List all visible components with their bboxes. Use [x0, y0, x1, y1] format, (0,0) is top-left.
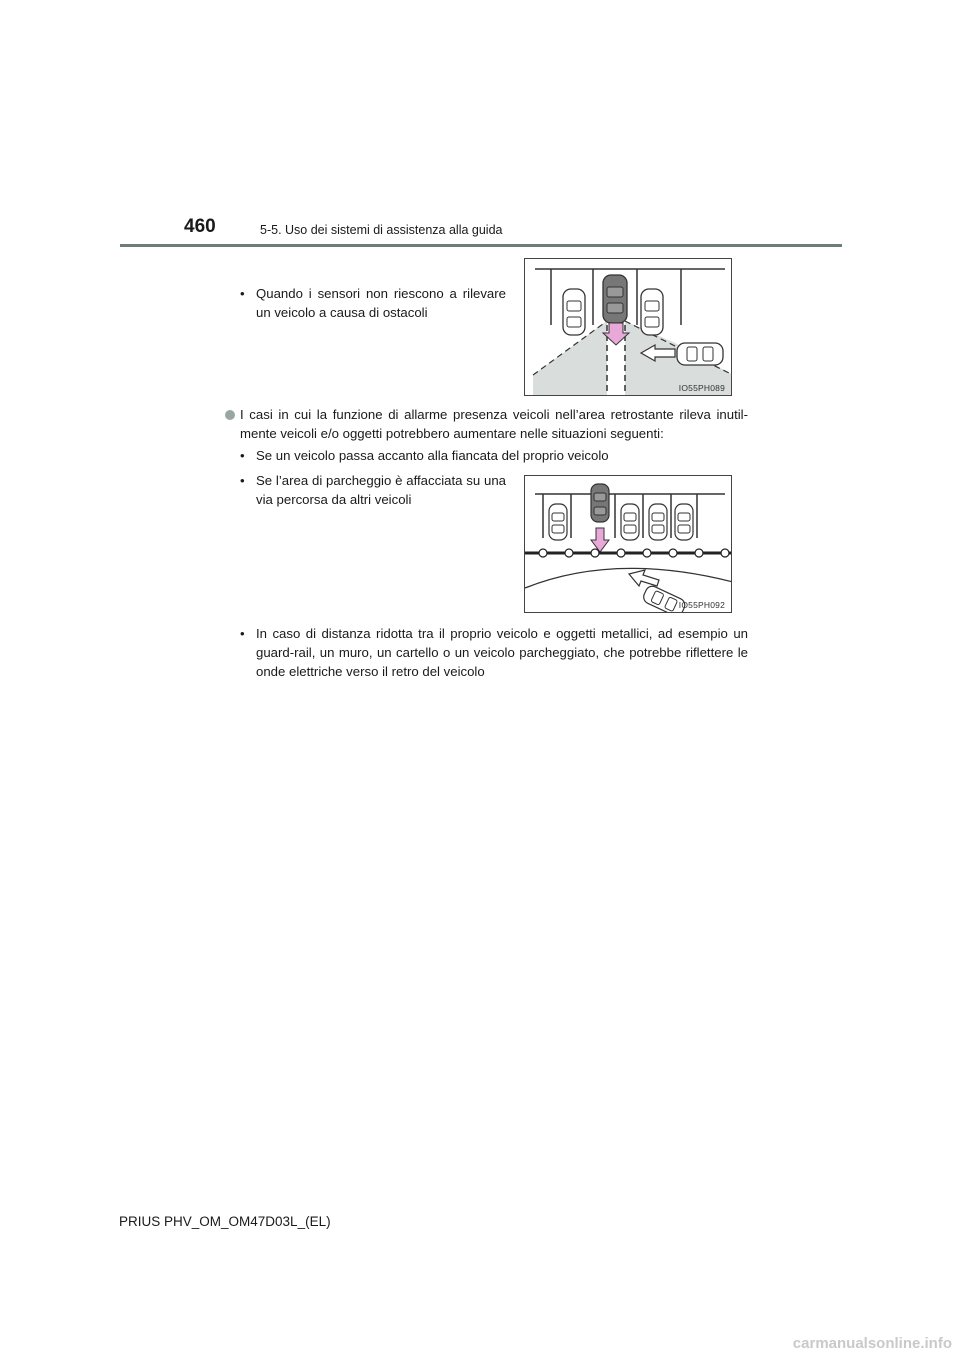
parked-car — [621, 504, 639, 540]
bullet-text: In caso di distanza ridotta tra il proprio veicolo e oggetti metallici, ad esempio un guard-rail, un muro, un cartello o un veicolo parcheggiato, che potrebbe riflettere le onde elettriche verso il retro del veicolo — [256, 626, 748, 679]
bullet-item-obstacles — [240, 284, 506, 322]
main-point: I casi in cui la funzione di allarme presenza veicoli nell’area retrostante rileva inutil-mente veicoli e/o oggetti potrebbero aumentare nelle situazioni seguenti: — [240, 407, 748, 441]
reverse-arrow — [591, 528, 609, 552]
bullet-marker: • — [240, 448, 245, 463]
bullet-marker: • — [240, 473, 245, 488]
own-vehicle — [591, 484, 609, 522]
illustration-obstacles — [525, 259, 732, 396]
header-rule — [120, 244, 842, 247]
illustration-parking-lot — [525, 476, 732, 613]
figure-parking-lot — [524, 475, 732, 613]
document-code: PRIUS PHV_OM_OM47D03L_(EL) — [119, 1214, 331, 1229]
bullet-marker: • — [240, 286, 245, 301]
watermark: carmanualsonline.info — [792, 1335, 952, 1352]
parked-car — [549, 504, 567, 540]
figure-code: IO55PH089 — [678, 383, 725, 393]
section-title: 5-5. Uso dei sistemi di assistenza alla guida — [260, 223, 503, 237]
point-bullet-icon — [225, 410, 235, 420]
bullet-marker: • — [240, 626, 245, 641]
bullet-text: Se l’area di parcheggio è affacciata su una via percorsa da altri veicoli — [256, 473, 506, 507]
approach-arrow — [629, 570, 659, 586]
parked-car — [649, 504, 667, 540]
page-number: 460 — [184, 216, 216, 237]
bullet-item-metal — [240, 624, 748, 681]
bullet-text: Quando i sensori non riescono a rilevare un veicolo a causa di ostacoli — [256, 286, 506, 320]
parked-car-right — [641, 289, 663, 335]
figure-obstacles — [524, 258, 732, 396]
approaching-vehicle — [677, 343, 723, 365]
bullet-text: Se un veicolo passa accanto alla fiancata del proprio veicolo — [256, 448, 609, 463]
bullet-item-side — [240, 446, 748, 465]
bullet-item-parking — [240, 471, 506, 509]
road-curve — [525, 568, 732, 588]
figure-code: IO55PH092 — [678, 600, 725, 610]
parked-car-left — [563, 289, 585, 335]
parked-car — [675, 504, 693, 540]
own-vehicle — [603, 275, 627, 323]
